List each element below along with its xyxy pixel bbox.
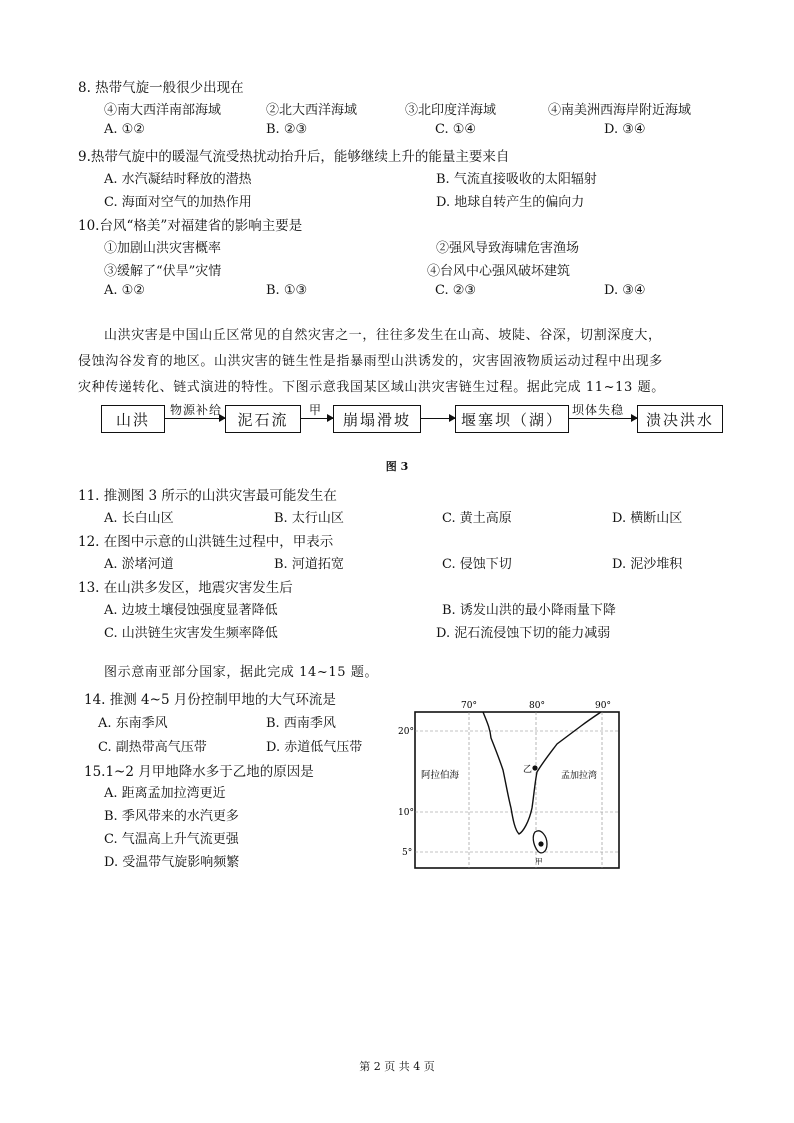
q8-option-a: A. ①② [104, 122, 145, 137]
q8-item-3: ③北印度洋海域 [405, 103, 497, 118]
q15-option-a: A. 距离孟加拉湾更近 [104, 786, 226, 801]
flow-arrow-label-4: 坝体失稳 [572, 403, 625, 417]
map-frame [415, 712, 619, 868]
lat-label-20: 20° [398, 727, 414, 737]
question-13-stem: 13. 在山洪多发区，地震灾害发生后 [78, 580, 293, 596]
passage-line-3: 灾种传递转化、链式演进的特性。下图示意我国某区域山洪灾害链生过程。据此完成 11~13 题。 [78, 380, 665, 395]
south-asia-map [395, 698, 625, 898]
q14-option-b: B. 西南季风 [266, 716, 336, 731]
q12-option-b: B. 河道拓宽 [274, 557, 344, 572]
q9-option-b: B. 气流直接吸收的太阳辐射 [436, 172, 597, 187]
q13-option-a: A. 边坡土壤侵蚀强度显著降低 [104, 603, 278, 618]
q8-option-d: D. ③④ [604, 122, 646, 137]
question-11-stem: 11. 推测图 3 所示的山洪灾害最可能发生在 [78, 488, 337, 504]
q10-item-1: ①加剧山洪灾害概率 [104, 241, 222, 256]
lat-label-5: 5° [402, 848, 413, 858]
question-9-stem: 9.热带气旋中的暖湿气流受热扰动抬升后，能够继续上升的能量主要来自 [78, 149, 510, 165]
question-12-stem: 12. 在图中示意的山洪链生过程中，甲表示 [78, 534, 334, 550]
bay-of-bengal-label: 孟加拉湾 [561, 771, 598, 781]
q10-item-4: ④台风中心强风破坏建筑 [427, 264, 571, 279]
q12-option-c: C. 侵蚀下切 [442, 557, 512, 572]
point-yi-label: 乙 [523, 765, 533, 775]
q8-option-c: C. ①④ [435, 122, 477, 137]
flow-arrow-3 [421, 418, 455, 419]
lat-label-10: 10° [398, 808, 414, 818]
q11-option-a: A. 长白山区 [104, 511, 174, 526]
point-jia-label: 甲 [535, 857, 543, 866]
q15-option-c: C. 气温高上升气流更强 [104, 832, 239, 847]
figure-caption: 图 3 [385, 460, 409, 473]
flow-box-landslide: 崩塌滑坡 [333, 405, 421, 433]
flow-box-dammed-lake: 堰塞坝（湖） [455, 405, 569, 433]
arabian-sea-label: 阿拉伯海 [421, 770, 460, 781]
flow-box-mountain-flood: 山洪 [101, 405, 165, 433]
flow-arrow-2 [301, 418, 333, 419]
q11-option-d: D. 横断山区 [612, 511, 683, 526]
q12-option-d: D. 泥沙堆积 [612, 557, 683, 572]
q8-option-b: B. ②③ [266, 122, 308, 137]
lon-label-90: 90° [595, 701, 611, 711]
q13-option-d: D. 泥石流侵蚀下切的能力减弱 [436, 626, 611, 641]
flow-box-debris-flow: 泥石流 [225, 405, 301, 433]
q14-option-d: D. 赤道低气压带 [266, 740, 363, 755]
q11-option-c: C. 黄土高原 [442, 511, 512, 526]
page-footer: 第 2 页 共 4 页 [359, 1060, 435, 1073]
q10-option-c: C. ②③ [435, 283, 477, 298]
lon-label-70: 70° [461, 701, 477, 711]
question-15-stem: 15.1~2 月甲地降水多于乙地的原因是 [84, 764, 314, 780]
question-10-stem: 10.台风“格美”对福建省的影响主要是 [78, 218, 303, 234]
q9-option-a: A. 水汽凝结时释放的潜热 [104, 172, 252, 187]
q10-option-a: A. ①② [104, 283, 145, 298]
lon-label-80: 80° [529, 701, 545, 711]
point-jia-marker [538, 841, 543, 846]
q8-item-4: ④南美洲西海岸附近海域 [548, 103, 692, 118]
point-yi-marker [532, 765, 537, 770]
q8-item-1: ④南大西洋南部海域 [104, 103, 222, 118]
q15-option-b: B. 季风带来的水汽更多 [104, 809, 239, 824]
q10-option-d: D. ③④ [604, 283, 646, 298]
q14-option-a: A. 东南季风 [98, 716, 168, 731]
question-14-stem: 14. 推测 4~5 月份控制甲地的大气环流是 [84, 692, 336, 708]
passage-line-2: 侵蚀沟谷发育的地区。山洪灾害的链生性是指暴雨型山洪诱发的，灾害固液物质运动过程中出现多 [78, 354, 663, 369]
flow-arrow-label-jia: 甲 [309, 403, 323, 417]
q14-option-c: C. 副热带高气压带 [98, 740, 207, 755]
flow-arrow-1 [165, 418, 225, 419]
q13-option-b: B. 诱发山洪的最小降雨量下降 [442, 603, 616, 618]
q10-item-2: ②强风导致海啸危害渔场 [436, 241, 580, 256]
q8-item-2: ②北大西洋海域 [266, 103, 358, 118]
flow-arrow-label-1: 物源补给 [170, 403, 223, 417]
q15-option-d: D. 受温带气旋影响频繁 [104, 855, 240, 870]
q10-option-b: B. ①③ [266, 283, 308, 298]
q9-option-c: C. 海面对空气的加热作用 [104, 195, 252, 210]
flow-box-outburst-flood: 溃决洪水 [637, 405, 723, 433]
question-8-stem: 8. 热带气旋一般很少出现在 [78, 80, 244, 96]
q9-option-d: D. 地球自转产生的偏向力 [436, 195, 585, 210]
q13-option-c: C. 山洪链生灾害发生频率降低 [104, 626, 278, 641]
q11-option-b: B. 太行山区 [274, 511, 344, 526]
passage-2: 图示意南亚部分国家，据此完成 14~15 题。 [104, 665, 379, 680]
map-figure [395, 698, 625, 898]
passage-line-1: 山洪灾害是中国山丘区常见的自然灾害之一，往往多发生在山高、坡陡、谷深，切割深度大， [104, 328, 662, 343]
q12-option-a: A. 淤堵河道 [104, 557, 174, 572]
q10-item-3: ③缓解了“伏旱”灾情 [104, 264, 222, 279]
flow-arrow-4 [569, 418, 637, 419]
